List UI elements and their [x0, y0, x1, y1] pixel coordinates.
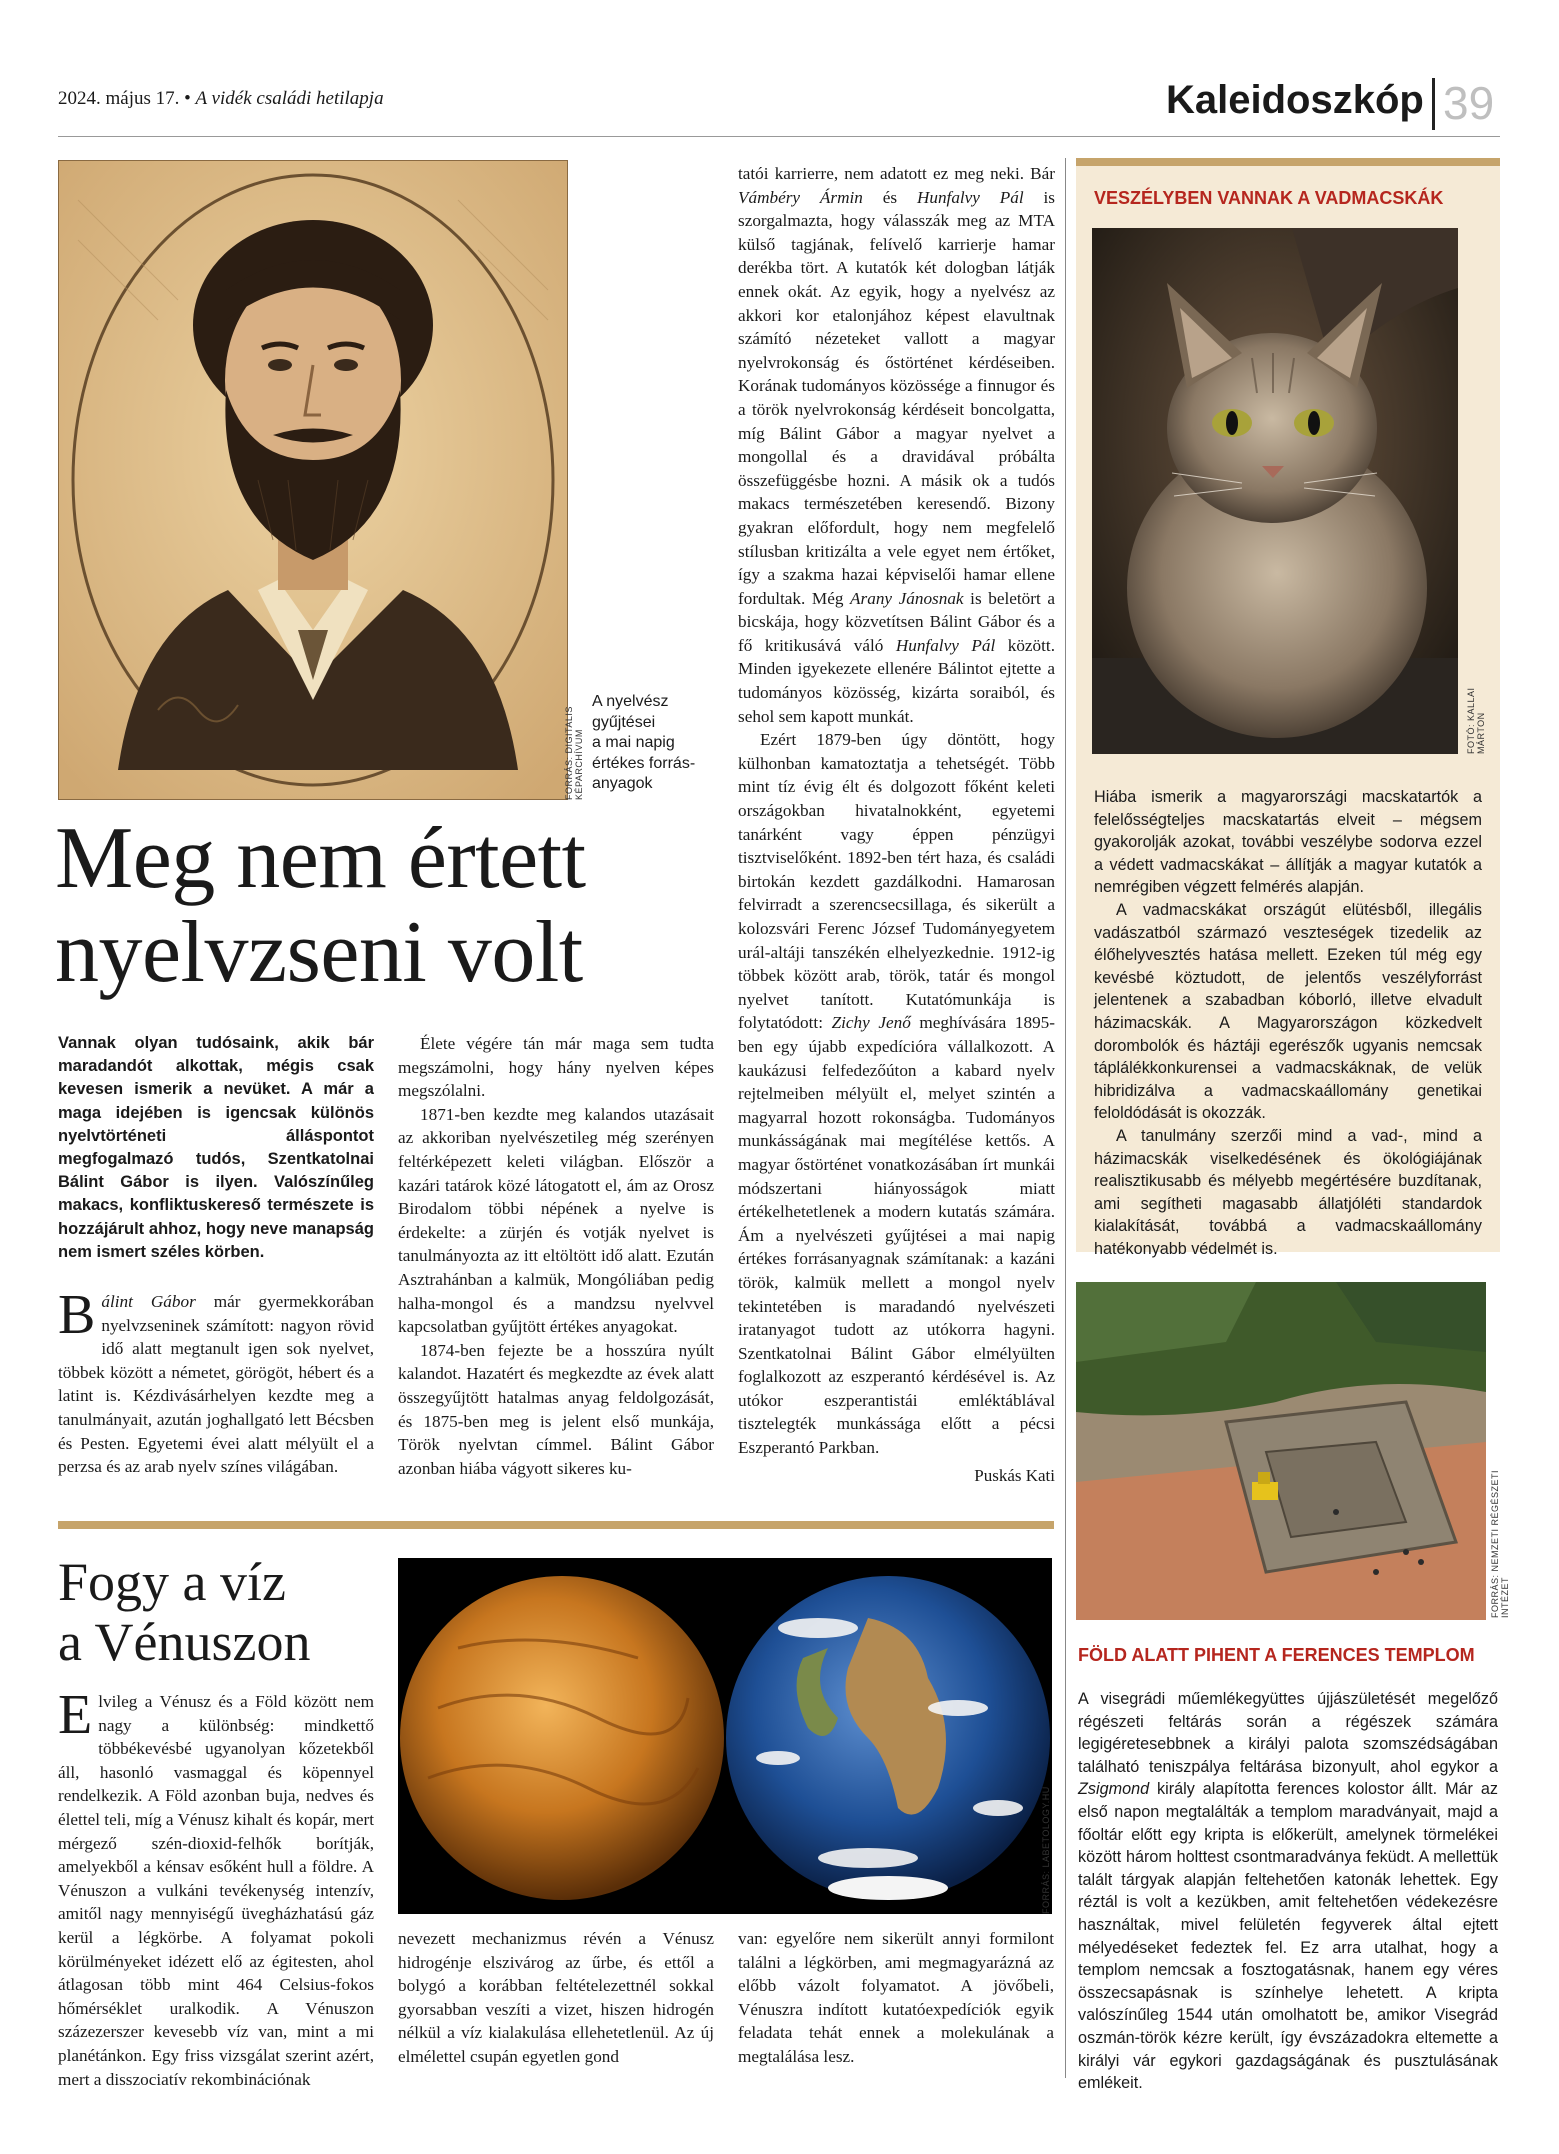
article-headline: [55, 812, 735, 1000]
caption-line: gyűjtései: [592, 713, 656, 731]
section-title: Kaleidoszkóp: [1166, 78, 1424, 122]
drop-cap: B: [58, 1284, 96, 1347]
sidebar-heading: FÖLD ALATT PIHENT A FERENCES TEMPLOM: [1078, 1645, 1475, 1665]
article-column-1: [58, 1032, 374, 1479]
person-name: Arany Jánosnak: [850, 588, 964, 608]
portrait-credit: FORRÁS: DIGITALIS KÉPARCHÍVUM: [564, 706, 584, 800]
wildcat-photo: [1092, 228, 1458, 754]
person-name: Zsigmond: [1078, 1780, 1150, 1799]
person-name: Hunfalvy Pál: [916, 187, 1024, 207]
header-dateline: [58, 88, 384, 110]
drop-cap: E: [58, 1684, 93, 1746]
article-paragraph: Élete végére tán már maga sem tudta megszámolni, hogy hány nyelven képes megszólalni.: [398, 1034, 714, 1101]
church-sidebar-text: [1078, 1688, 1498, 2095]
venus-headline: [58, 1552, 398, 1672]
article-paragraph: van: egyelőre nem sikerült annyi formilont találni a légkörben, ami megmagyarázná az előbb vázolt folyamatot. A jövőbeli, Vénuszra indított kutatóexpedíciók egyik feladata tehát ennek a molekulának a megtalálása lesz.: [738, 1929, 1054, 2066]
caption-line: a mai napig: [592, 734, 675, 751]
issue-date: 2024. május 17.: [58, 88, 180, 109]
sidebar-top-rule: [1076, 158, 1500, 166]
sidebar-paragraph: A vadmacskákat országút elütésből, illegális vadászatból származó veszteségek tizedelik az élőhelyvesztés hatása mellett. Ezeken túl még egy kevésbé köztudott, de jelentős veszélyforrást jelentenek a szabadban kóborló, illetve elvadult házimacskák. A Magyarországon közkedvelt dorombolók és háztáji egerészők ugyanis nemcsak táplálékkonkurensei a vadmacskáknak, de velük hibridizálva a vadmacskaállomány genetikai feloldódását is okozzák.: [1094, 900, 1482, 1123]
portrait-caption: [592, 692, 722, 795]
caption-line: A nyelvész: [592, 693, 669, 710]
page-number: 39: [1443, 77, 1495, 129]
caption-line: értékes forrás-: [592, 754, 696, 772]
column-divider-vertical: [1065, 158, 1066, 2078]
venus-column-1: [58, 1684, 374, 2091]
header-rule: [58, 136, 1500, 137]
bullet-separator: •: [184, 88, 191, 109]
photo-credit: FOTÓ: KALLAI MÁRTON: [1466, 687, 1486, 754]
headline-line-2: nyelvzseni volt: [55, 904, 583, 1001]
article-paragraph: nevezett mechanizmus révén a Vénusz hidrogénje elszivárog az űrbe, és ettől a bolygó a korábban feltételezettnél sokkal gyorsabban veszíti a vizet, hiszen hidrogén nélkül a víz kialakulása ellehetetlenül. Az új elmélettel csupán egyetlen gond: [398, 1929, 714, 2066]
article-paragraph: 1871-ben kezdte meg kalandos utazásait az akkoriban nyelvészetileg még szerényen feltérképezett keleti világban. Először a kazári tatárok közé látogatott el, ám az Orosz Birodalom többi népének a nyelve is érdekelte: a zürjén és votják nyelvet is tanulmányozta az itt eltöltött idő alatt. Ezután Asztrahánban a kalmük, Mongóliában pedig halha-mongol és a mandzsu nyelvvel kapcsolatban gyűjtött értékes anyagokat.: [398, 1104, 714, 1337]
header-divider: [1432, 78, 1435, 130]
venus-column-3: [738, 1927, 1054, 2069]
person-name: Hunfalvy Pál: [895, 635, 996, 655]
article-paragraph: Ezért 1879-ben úgy döntött, hogy külhonban kamatoztatja a tehetségét. Több mint tíz évig élt és dolgozott főként keleti országokban hivatalnokként, egyetemi tanárként vagy éppen pénzügyi tisztviselőként. 1892-ben tért haza, és családi birtokán kezdett gazdálkodni. Hamarosan felvirradt a szerencsecsillaga, és sikerült a kolozsvári Ferenc József Tudományegyetem urál-altáji tanszékén elhelyezkednie. 1912-ig többek között arab, török, tatár és mongol nyelvet tanított. Kutatómunkája is folytatódott: Zichy Jenő meghívására 1895-ben egy újabb expedícióra vállalkozott. A kaukázusi felfedezőúton a kabard nyelv rejtelmeiben mélyült el, melyet szintén a magyarral hozott rokonságba. Tudományos munkásságának mai megítélése kettős. A magyar őstörténet vonatkozásában írt munkái módszertani hiányosságok miatt értékelhetetlenek a modern kutatás számára. Ám a nyelvészeti gyűjtései a mai napig értékes forrásanyagnak számítanak: a kazáni török, kalmük mellett a mongol nyelv tekintetében is maradandó nyelvészeti iratanyagot tudott az utókorra hagyni. Szentkatolnai Bálint Gábor elmélyülten foglalkozott az eszperantó kérdésével is. Az utókor eszperantistái emléktáblával tisztelegték munkássága előtt a pécsi Eszperantó Parkban.: [738, 730, 1055, 1458]
person-name: Zichy Jenő: [831, 1013, 911, 1033]
person-name: Vámbéry Ármin: [738, 187, 863, 207]
article-column-3: [738, 162, 1055, 1486]
sidebar-paragraph: A tanulmány szerzői mind a vad-, mind a házimacskák viselkedésének és ökológiájának realisztikusabb és mélyebb megértésére buzdítanak, ami segítheti magasabb állatjóléti standardok kialakítását, továbbá a vadmacskaállomány hatékonyabb védelmét is.: [1094, 1126, 1482, 1258]
headline-line-2: a Vénuszon: [58, 1612, 311, 1672]
headline-line-1: Meg nem értett: [55, 810, 586, 907]
article-paragraph: Elvileg a Vénusz és a Föld között nem nagy a különbség: mindkettő többékevésbé ugyanolyan kőzetekből áll, hasonló vasmaggal és köpennyel rendelkezik. A Föld azonban buja, nedves és élettel teli, míg a Vénusz kihalt és kopár, mert mérgező szén-dioxid-felhők borítják, amelyekből a kénsav esőként hull a földre. A Vénuszon a vulkáni tevékenység intenzív, amitől nagy mennyiségű üvegházhatású gáz kerül a légkörbe. A folyamat pokoli körülményeket idézett elő az égitesten, ahol átlagosan több mint 464 Celsius-fokos hőmérséklet uralkodik. A Vénuszon százezerszer kevesebb víz van, mint a mi planétánkon. Egy friss vizsgálat szerint azért, mert a disszociatív rekombinációnak: [58, 1684, 374, 2089]
person-name: álint Gábor: [101, 1292, 196, 1312]
caption-line: anyagok: [592, 775, 653, 792]
sidebar-text: [1094, 786, 1482, 1260]
sidebar-heading: VESZÉLYBEN VANNAK A VADMACSKÁK: [1094, 188, 1444, 208]
article-separator-rule: [58, 1521, 1054, 1529]
author-byline: Puskás Kati: [974, 1465, 1055, 1485]
portrait-engraving: [58, 160, 568, 800]
newspaper-tagline: A vidék családi hetilapja: [195, 88, 384, 109]
headline-line-1: Fogy a víz: [58, 1552, 286, 1612]
excavation-photo: [1076, 1282, 1486, 1620]
venus-earth-photo: [398, 1558, 1052, 1914]
sidebar-paragraph: Hiába ismerik a magyarországi macskatartók a felelősségteljes macskatartás elveit – mégsem gyakorolják azokat, további veszélybe sodorva ezzel a védett vadmacskákat – állítják a magyar kutatók a nemrégiben végzett felmérés alapján.: [1094, 788, 1482, 897]
article-lead: Vannak olyan tudósaink, akik bár maradandót alkottak, mégis csak kevesen ismerik a nevüket. A már a maga idejében is igencsak különös nyelvtörténeti álláspontot megfogalmazó tudós, Szentkatolnai Bálint Gábor is ilyen. Valószínűleg makacs, konfliktuskereső természete is hozzájárult ahhoz, hogy neve manapság nem ismert széles körben.: [58, 1034, 374, 1261]
article-column-2: [398, 1032, 714, 1480]
article-paragraph: tatói karrierre, nem adatott ez meg neki. Bár Vámbéry Ármin és Hunfalvy Pál is szorgalmazta, hogy válasszák meg az MTA külső tagjának, felívelő karrierje hamar derékba tört. A kutatók két dologban látják ennek okát. Az egyik, hogy a nyelvész az akkori kor etalonjához képest elavultnak számító nézeteket vallott a magyar nyelvrokonság és őstörténet kérdéseiben. Korának tudományos közössége a finnugor és a török nyelvrokonság kérdéseit boncolgatta, míg Bálint Gábor a magyar nyelvet a mongollal és a dravidával próbálta összefüggésbe hozni. A másik ok a tudós makacs természetében keresendő. Bizony gyakran előfordult, hogy nem megfelelő stílusban kritizálta a vele egyet nem értőket, így a szakma hazai képviselői hamar ellene fordultak. Még Arany Jánosnak is beletört a bicskája, hogy közvetítsen Bálint Gábor és a fő kritikusává váló Hunfalvy Pál között. Minden igyekezete ellenére Bálintot ejtette a tudományos közösség, kizárta soraiból, és sehol sem kapott munkát.: [738, 164, 1055, 726]
photo-credit: FORRÁS: LABETOLOGY.HU: [1041, 1786, 1051, 1914]
sidebar-paragraph: A visegrádi műemlékegyüttes újjászületését megelőző régészeti feltárás során a régészek számára legigéretesebbnek a királyi palota szomszédságában található teniszpálya feltárása bizonyult, ahol egykor a Zsigmond király alapította ferences kolostor állt. Már az első napon megtalálták a templom maradványait, majd a főoltár előtt egy kripta is előkerült, amelynek törmelékei között három holttest csontmaradványa feküdt. A mellettük talált tárgyak alapján feltehetően katonák lehettek. Egy réztál is volt a kezükben, amit feltehetően védekezésre használtak, mivel felületén fegyverek által ejtett mélyedéseket fedeztek fel. Ez arra utalhat, hogy a templom nemcsak a fosztogatásnak, hanem egy véres összecsapásnak is színhelye lehetett. A kripta valószínűleg 1544 után omolhatott be, amikor Visegrád oszmán-török kézre került, így évszázadokra eltemette a királyi vár egykori gazdagságának és pusztulásának emlékeit.: [1078, 1690, 1498, 2093]
wildcat-sidebar: [1076, 166, 1500, 1258]
article-paragraph: 1874-ben fejezte be a hosszúra nyúlt kalandot. Hazatért és megkezdte az évek alatt összegyűjtött hatalmas anyag feldolgozását, és 1875-ben meg is jelent első munkája, Török nyelvtan címmel. Bálint Gábor azonban hiába vágyott sikeres ku-: [398, 1340, 714, 1478]
photo-credit: FORRÁS: NEMZETI RÉGÉSZETI INTÉZET: [1490, 1469, 1510, 1618]
venus-column-2: [398, 1927, 714, 2069]
article-paragraph: Bálint Gábor már gyermekkorában nyelvzseninek számított: nagyon rövid idő alatt megtanult igen sok nyelvet, többek között a németet, görögöt, hébert és a latint is. Kézdivásárhelyen kezdte meg a tanulmányait, azután joghallgató lett Bécsben és Pesten. Egyetemi évei alatt mélyült el a perzsa és az arab nyelv színes világában.: [58, 1284, 374, 1477]
